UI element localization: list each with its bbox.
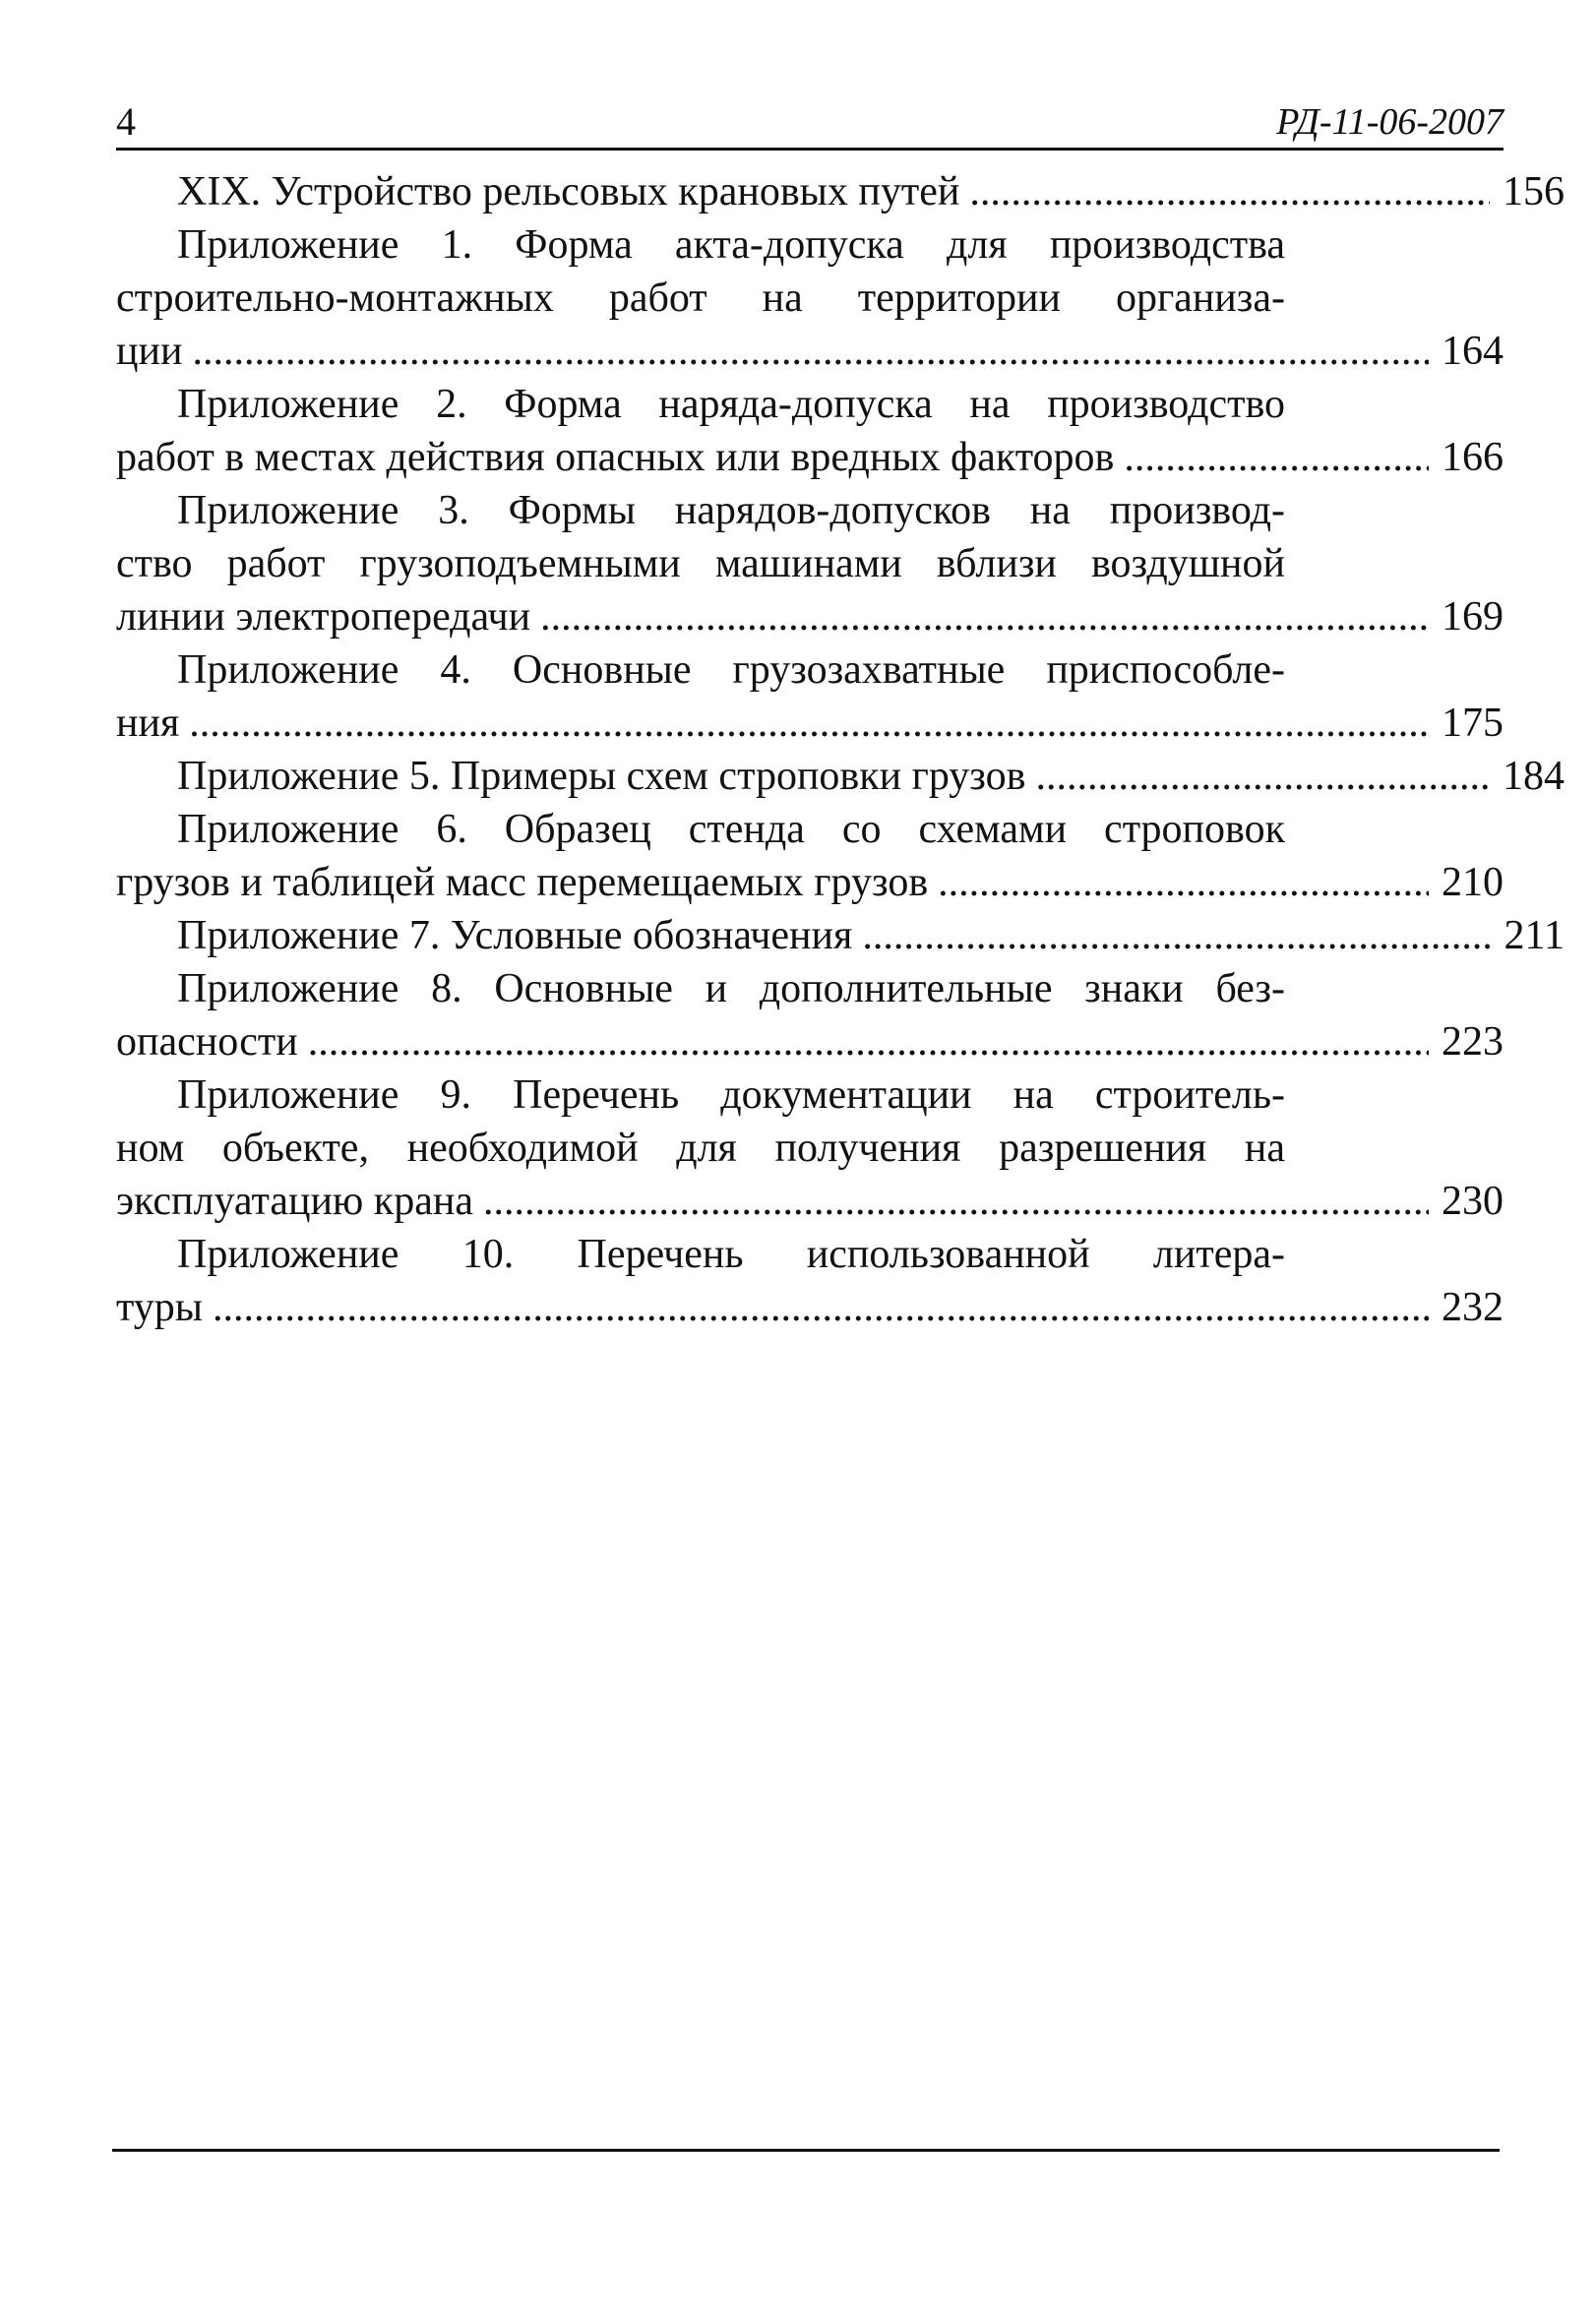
- toc-entry-line: Приложение 2. Форма наряда-допуска на производство: [177, 382, 1285, 427]
- toc-entry-text: линии электропередачи: [116, 594, 531, 640]
- toc-dot-leader: [1035, 750, 1490, 803]
- toc-entry-line: [116, 1281, 1504, 1334]
- toc-entry-line: Приложение 10. Перечень использованной литера-: [177, 1232, 1285, 1277]
- page-header: [116, 91, 1504, 151]
- toc-dot-leader: [483, 1175, 1429, 1228]
- toc-entry-text: туры: [116, 1285, 204, 1330]
- toc-entry: [116, 218, 1504, 378]
- toc-dot-leader: [213, 1281, 1429, 1334]
- toc-entry: [116, 378, 1504, 484]
- toc-dot-leader: [862, 909, 1490, 962]
- toc-dot-leader: [308, 1015, 1429, 1068]
- toc-entry-line: [116, 1175, 1504, 1228]
- toc-entry: [116, 484, 1504, 643]
- toc-entry-text: ции: [116, 329, 183, 374]
- toc-entry-line: [116, 909, 1565, 962]
- toc-entry-line: [116, 165, 1565, 218]
- table-of-contents: [116, 165, 1565, 1334]
- toc-entry-line: [116, 325, 1504, 378]
- toc-entry: [116, 750, 1565, 803]
- toc-page-number: 184: [1503, 754, 1565, 799]
- document-code: РД-11-06-2007: [1276, 101, 1504, 143]
- toc-entry: [116, 165, 1565, 218]
- toc-page-number: 169: [1442, 594, 1504, 640]
- toc-page-number: 223: [1442, 1019, 1504, 1065]
- toc-dot-leader: [1124, 431, 1429, 484]
- toc-entry-text: эксплуатацию крана: [116, 1179, 473, 1224]
- toc-page-number: 230: [1442, 1179, 1504, 1224]
- toc-entry-line: ном объекте, необходимой для получения разрешения на: [116, 1126, 1285, 1171]
- toc-page-number: 210: [1442, 860, 1504, 905]
- footer-rule: [112, 2149, 1500, 2152]
- toc-entry-text: Приложение 7. Условные обозначения: [177, 913, 853, 958]
- toc-page-number: 232: [1442, 1285, 1504, 1330]
- toc-entry-line: строительно-монтажных работ на территории организа-: [116, 275, 1285, 321]
- toc-dot-leader: [189, 697, 1429, 750]
- toc-entry-text: Приложение 5. Примеры схем строповки грузов: [177, 754, 1026, 799]
- toc-entry: [116, 909, 1565, 962]
- toc-entry-line: Приложение 6. Образец стенда со схемами строповок: [177, 807, 1285, 852]
- toc-entry-line: Приложение 8. Основные и дополнительные знаки без-: [177, 966, 1285, 1011]
- toc-page-number: 164: [1442, 329, 1504, 374]
- toc-entry-line: [116, 590, 1504, 643]
- toc-entry-line: Приложение 9. Перечень документации на строитель-: [177, 1072, 1285, 1118]
- toc-entry-text: опасности: [116, 1019, 298, 1065]
- toc-entry: [116, 1068, 1504, 1228]
- toc-entry-text: работ в местах действия опасных или вредных факторов: [116, 435, 1115, 480]
- toc-entry-text: ния: [116, 701, 180, 746]
- toc-entry-line: ство работ грузоподъемными машинами вблизи воздушной: [116, 541, 1285, 586]
- toc-page-number: 211: [1504, 913, 1565, 958]
- toc-entry-line: [116, 750, 1565, 803]
- toc-dot-leader: [938, 856, 1429, 909]
- toc-entry: [116, 643, 1504, 750]
- toc-entry-text: грузов и таблицей масс перемещаемых грузов: [116, 860, 929, 905]
- toc-entry-line: Приложение 1. Форма акта-допуска для производства: [177, 222, 1285, 268]
- toc-entry-line: [116, 856, 1504, 909]
- toc-entry-line: [116, 697, 1504, 750]
- page-number: 4: [116, 99, 136, 144]
- toc-page-number: 175: [1442, 701, 1504, 746]
- toc-entry-line: [116, 1015, 1504, 1068]
- toc-entry: [116, 1228, 1504, 1334]
- toc-entry: [116, 962, 1504, 1068]
- toc-entry-line: Приложение 4. Основные грузозахватные приспособле-: [177, 647, 1285, 693]
- toc-dot-leader: [540, 590, 1429, 643]
- toc-dot-leader: [969, 165, 1490, 218]
- toc-entry-line: [116, 431, 1504, 484]
- toc-dot-leader: [192, 325, 1429, 378]
- toc-page-number: 156: [1503, 169, 1565, 214]
- toc-entry-line: Приложение 3. Формы нарядов-допусков на производ-: [177, 488, 1285, 533]
- toc-entry: [116, 803, 1504, 909]
- toc-page-number: 166: [1442, 435, 1504, 480]
- toc-entry-text: XIX. Устройство рельсовых крановых путей: [177, 169, 960, 214]
